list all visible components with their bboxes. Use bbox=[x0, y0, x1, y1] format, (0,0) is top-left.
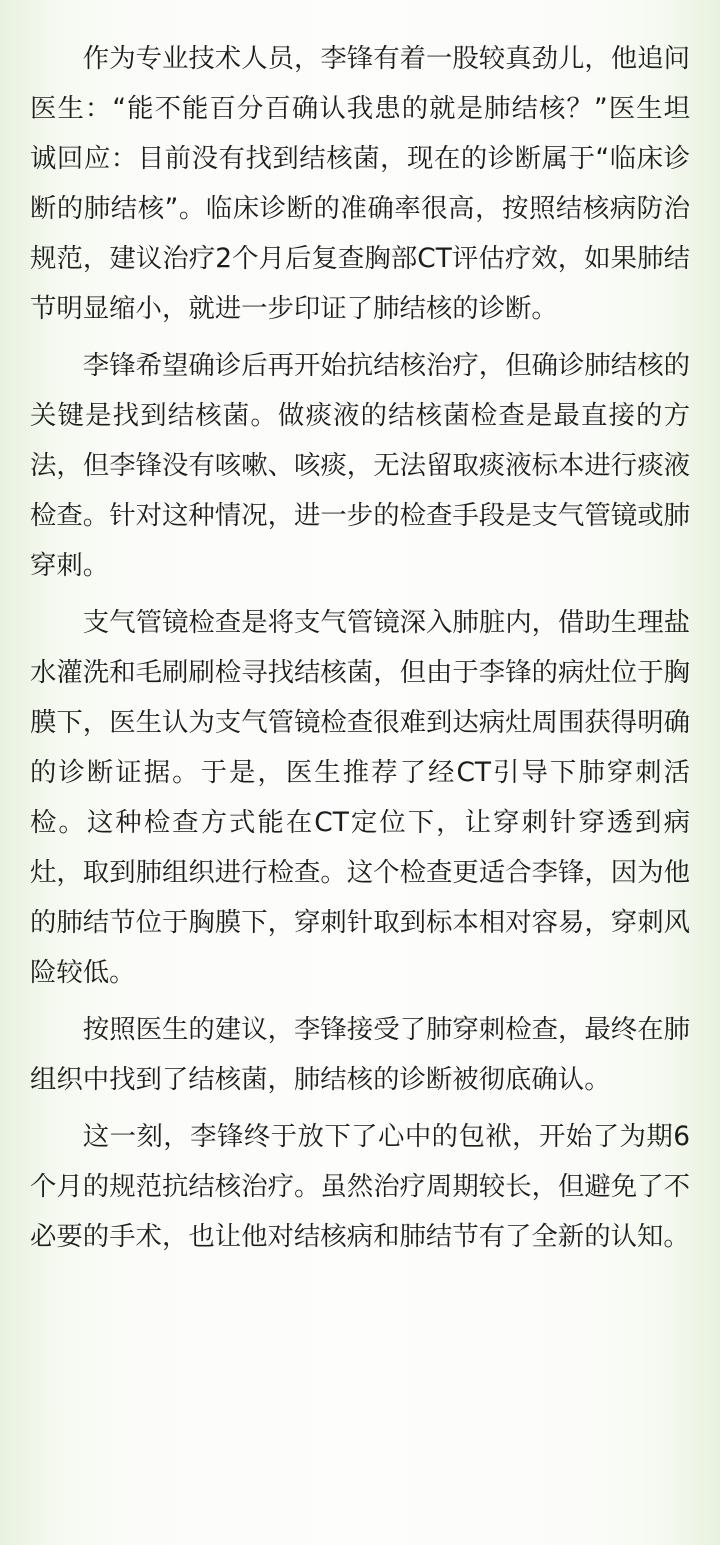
paragraph-1: 作为专业技术人员，李锋有着一股较真劲儿，他追问医生：“能不能百分百确认我患的就是肺结核？”医生坦诚回应：目前没有找到结核菌，现在的诊断属于“临床诊断的肺结核”。临床诊断的准确率很高，按照结核病防治规范，建议治疗2个月后复查胸部CT评估疗效，如果肺结节明显缩小，就进一步印证了肺结核的诊断。 bbox=[30, 43, 690, 324]
paragraph-5: 这一刻，李锋终于放下了心中的包袱，开始了为期6个月的规范抗结核治疗。虽然治疗周期较长，但避免了不必要的手术，也让他对结核病和肺结节有了全新的认知。 bbox=[30, 1121, 690, 1252]
paragraph-3: 支气管镜检查是将支气管镜深入肺脏内，借助生理盐水灌洗和毛刷刷检寻找结核菌，但由于李锋的病灶位于胸膜下，医生认为支气管镜检查很难到达病灶周围获得明确的诊断证据。于是，医生推荐了经CT引导下肺穿刺活检。这种检查方式能在CT定位下，让穿刺针穿透到病灶，取到肺组织进行检查。这个检查更适合李锋，因为他的肺结节位于胸膜下，穿刺针取到标本相对容易，穿刺风险较低。 bbox=[30, 607, 690, 988]
paragraph-2: 李锋希望确诊后再开始抗结核治疗，但确诊肺结核的关键是找到结核菌。做痰液的结核菌检查是最直接的方法，但李锋没有咳嗽、咳痰，无法留取痰液标本进行痰液检查。针对这种情况，进一步的检查手段是支气管镜或肺穿刺。 bbox=[30, 350, 690, 581]
paragraph-4: 按照医生的建议，李锋接受了肺穿刺检查，最终在肺组织中找到了结核菌，肺结核的诊断被彻底确认。 bbox=[30, 1014, 690, 1095]
